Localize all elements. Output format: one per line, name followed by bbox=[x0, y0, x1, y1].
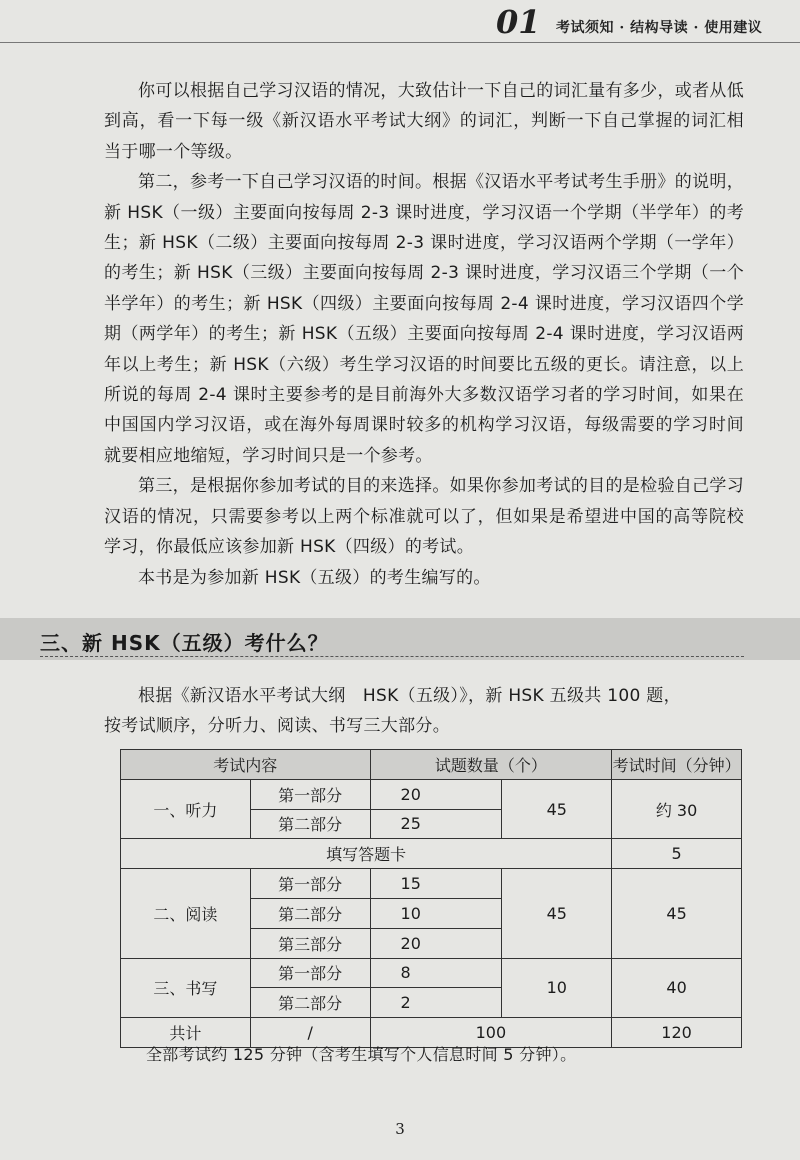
part-count: 15 bbox=[370, 869, 502, 899]
section-dashed-rule bbox=[40, 656, 744, 657]
intro-line-1: 根据《新汉语水平考试大纲 HSK（五级）》，新 HSK 五级共 100 题， bbox=[138, 686, 681, 706]
section-time: 45 bbox=[612, 869, 742, 958]
part-label: 第二部分 bbox=[250, 988, 370, 1018]
summary-slash: / bbox=[250, 1018, 370, 1048]
summary-time: 120 bbox=[612, 1018, 742, 1048]
table-row bbox=[121, 779, 742, 809]
paragraph-study-time: 第二，参考一下自己学习汉语的时间。根据《汉语水平考试考生手册》的说明，新 HSK（一级）主要面向按每周 2-3 课时进度，学习汉语一个学期（半学年）的考生；新 HSK（二级）主要面向按每周 2-3 课时进度，学习汉语两个学期（一学年）的考生；新 HSK（三级）主要面向按每周 2-3 课时进度，学习汉语三个学期（一个半学年）的考生；新 HSK（四级）主要面向按每周 2-4 课时进度，学习汉语四个学期（两学年）的考生；新 HSK（五级）主要面向按每周 2-4 课时进度，学习汉语两年以上考生；新 HSK（六级）考生学习汉语的时间要比五级的更长。请注意，以上所说的每周 2-4 课时主要参考的是目前海外大多数汉语学习者的学习时间，如果在中国国内学习汉语，或在海外每周课时较多的机构学习汉语，每级需要的学习时间就要相应地缩短，学习时间只是一个参考。 bbox=[104, 172, 744, 466]
paragraph-vocabulary: 你可以根据自己学习汉语的情况，大致估计一下自己的词汇量有多少，或者从低到高，看一下每一级《新汉语水平考试大纲》的词汇，判断一下自己掌握的词汇相当于哪一个等级。 bbox=[104, 81, 744, 162]
table-footnote: 全部考试约 125 分钟（含考生填写个人信息时间 5 分钟）。 bbox=[146, 1045, 577, 1064]
table-header-row bbox=[121, 750, 742, 780]
part-label: 第一部分 bbox=[250, 958, 370, 988]
chapter-title: 考试须知 · 结构导读 · 使用建议 bbox=[556, 20, 763, 36]
part-count: 2 bbox=[370, 988, 502, 1018]
paragraph-book-target: 本书是为参加新 HSK（五级）的考生编写的。 bbox=[138, 567, 491, 588]
exam-structure-table bbox=[120, 749, 742, 1048]
summary-total: 100 bbox=[370, 1018, 612, 1048]
part-count: 20 bbox=[370, 779, 502, 809]
intro-line-2: 按考试顺序，分听力、阅读、书写三大部分。 bbox=[104, 716, 450, 737]
section-total: 10 bbox=[502, 958, 612, 1018]
table-row bbox=[121, 958, 742, 988]
part-label: 第一部分 bbox=[250, 869, 370, 899]
section-time: 40 bbox=[612, 958, 742, 1018]
part-label: 第二部分 bbox=[250, 898, 370, 928]
summary-label: 共计 bbox=[121, 1018, 251, 1048]
answer-sheet-time: 5 bbox=[612, 839, 742, 869]
page-number: 3 bbox=[395, 1120, 405, 1138]
part-count: 10 bbox=[370, 898, 502, 928]
section-listening: 一、听力 bbox=[121, 779, 251, 839]
body-paragraphs bbox=[104, 76, 744, 593]
table-row bbox=[121, 869, 742, 899]
part-count: 8 bbox=[370, 958, 502, 988]
section-total: 45 bbox=[502, 869, 612, 958]
part-count: 20 bbox=[370, 928, 502, 958]
answer-sheet-label: 填写答题卡 bbox=[121, 839, 612, 869]
part-count: 25 bbox=[370, 809, 502, 839]
section-intro bbox=[104, 681, 744, 742]
table-row bbox=[121, 839, 742, 869]
part-label: 第一部分 bbox=[250, 779, 370, 809]
header-rule bbox=[0, 42, 800, 43]
chapter-number: 01 bbox=[496, 3, 541, 41]
section-heading: 三、新 HSK（五级）考什么？ bbox=[40, 631, 329, 655]
part-label: 第二部分 bbox=[250, 809, 370, 839]
section-writing: 三、书写 bbox=[121, 958, 251, 1018]
section-reading: 二、阅读 bbox=[121, 869, 251, 958]
section-time: 约 30 bbox=[612, 779, 742, 839]
header-content: 考试内容 bbox=[121, 750, 371, 780]
running-header bbox=[0, 0, 800, 52]
header-count: 试题数量（个） bbox=[370, 750, 612, 780]
paragraph-purpose: 第三，是根据你参加考试的目的来选择。如果你参加考试的目的是检验自己学习汉语的情况，只需要参考以上两个标准就可以了，但如果是希望进中国的高等院校学习，你最低应该参加新 HSK（四级）的考试。 bbox=[104, 476, 744, 558]
section-total: 45 bbox=[502, 779, 612, 839]
header-time: 考试时间（分钟） bbox=[612, 750, 742, 780]
part-label: 第三部分 bbox=[250, 928, 370, 958]
